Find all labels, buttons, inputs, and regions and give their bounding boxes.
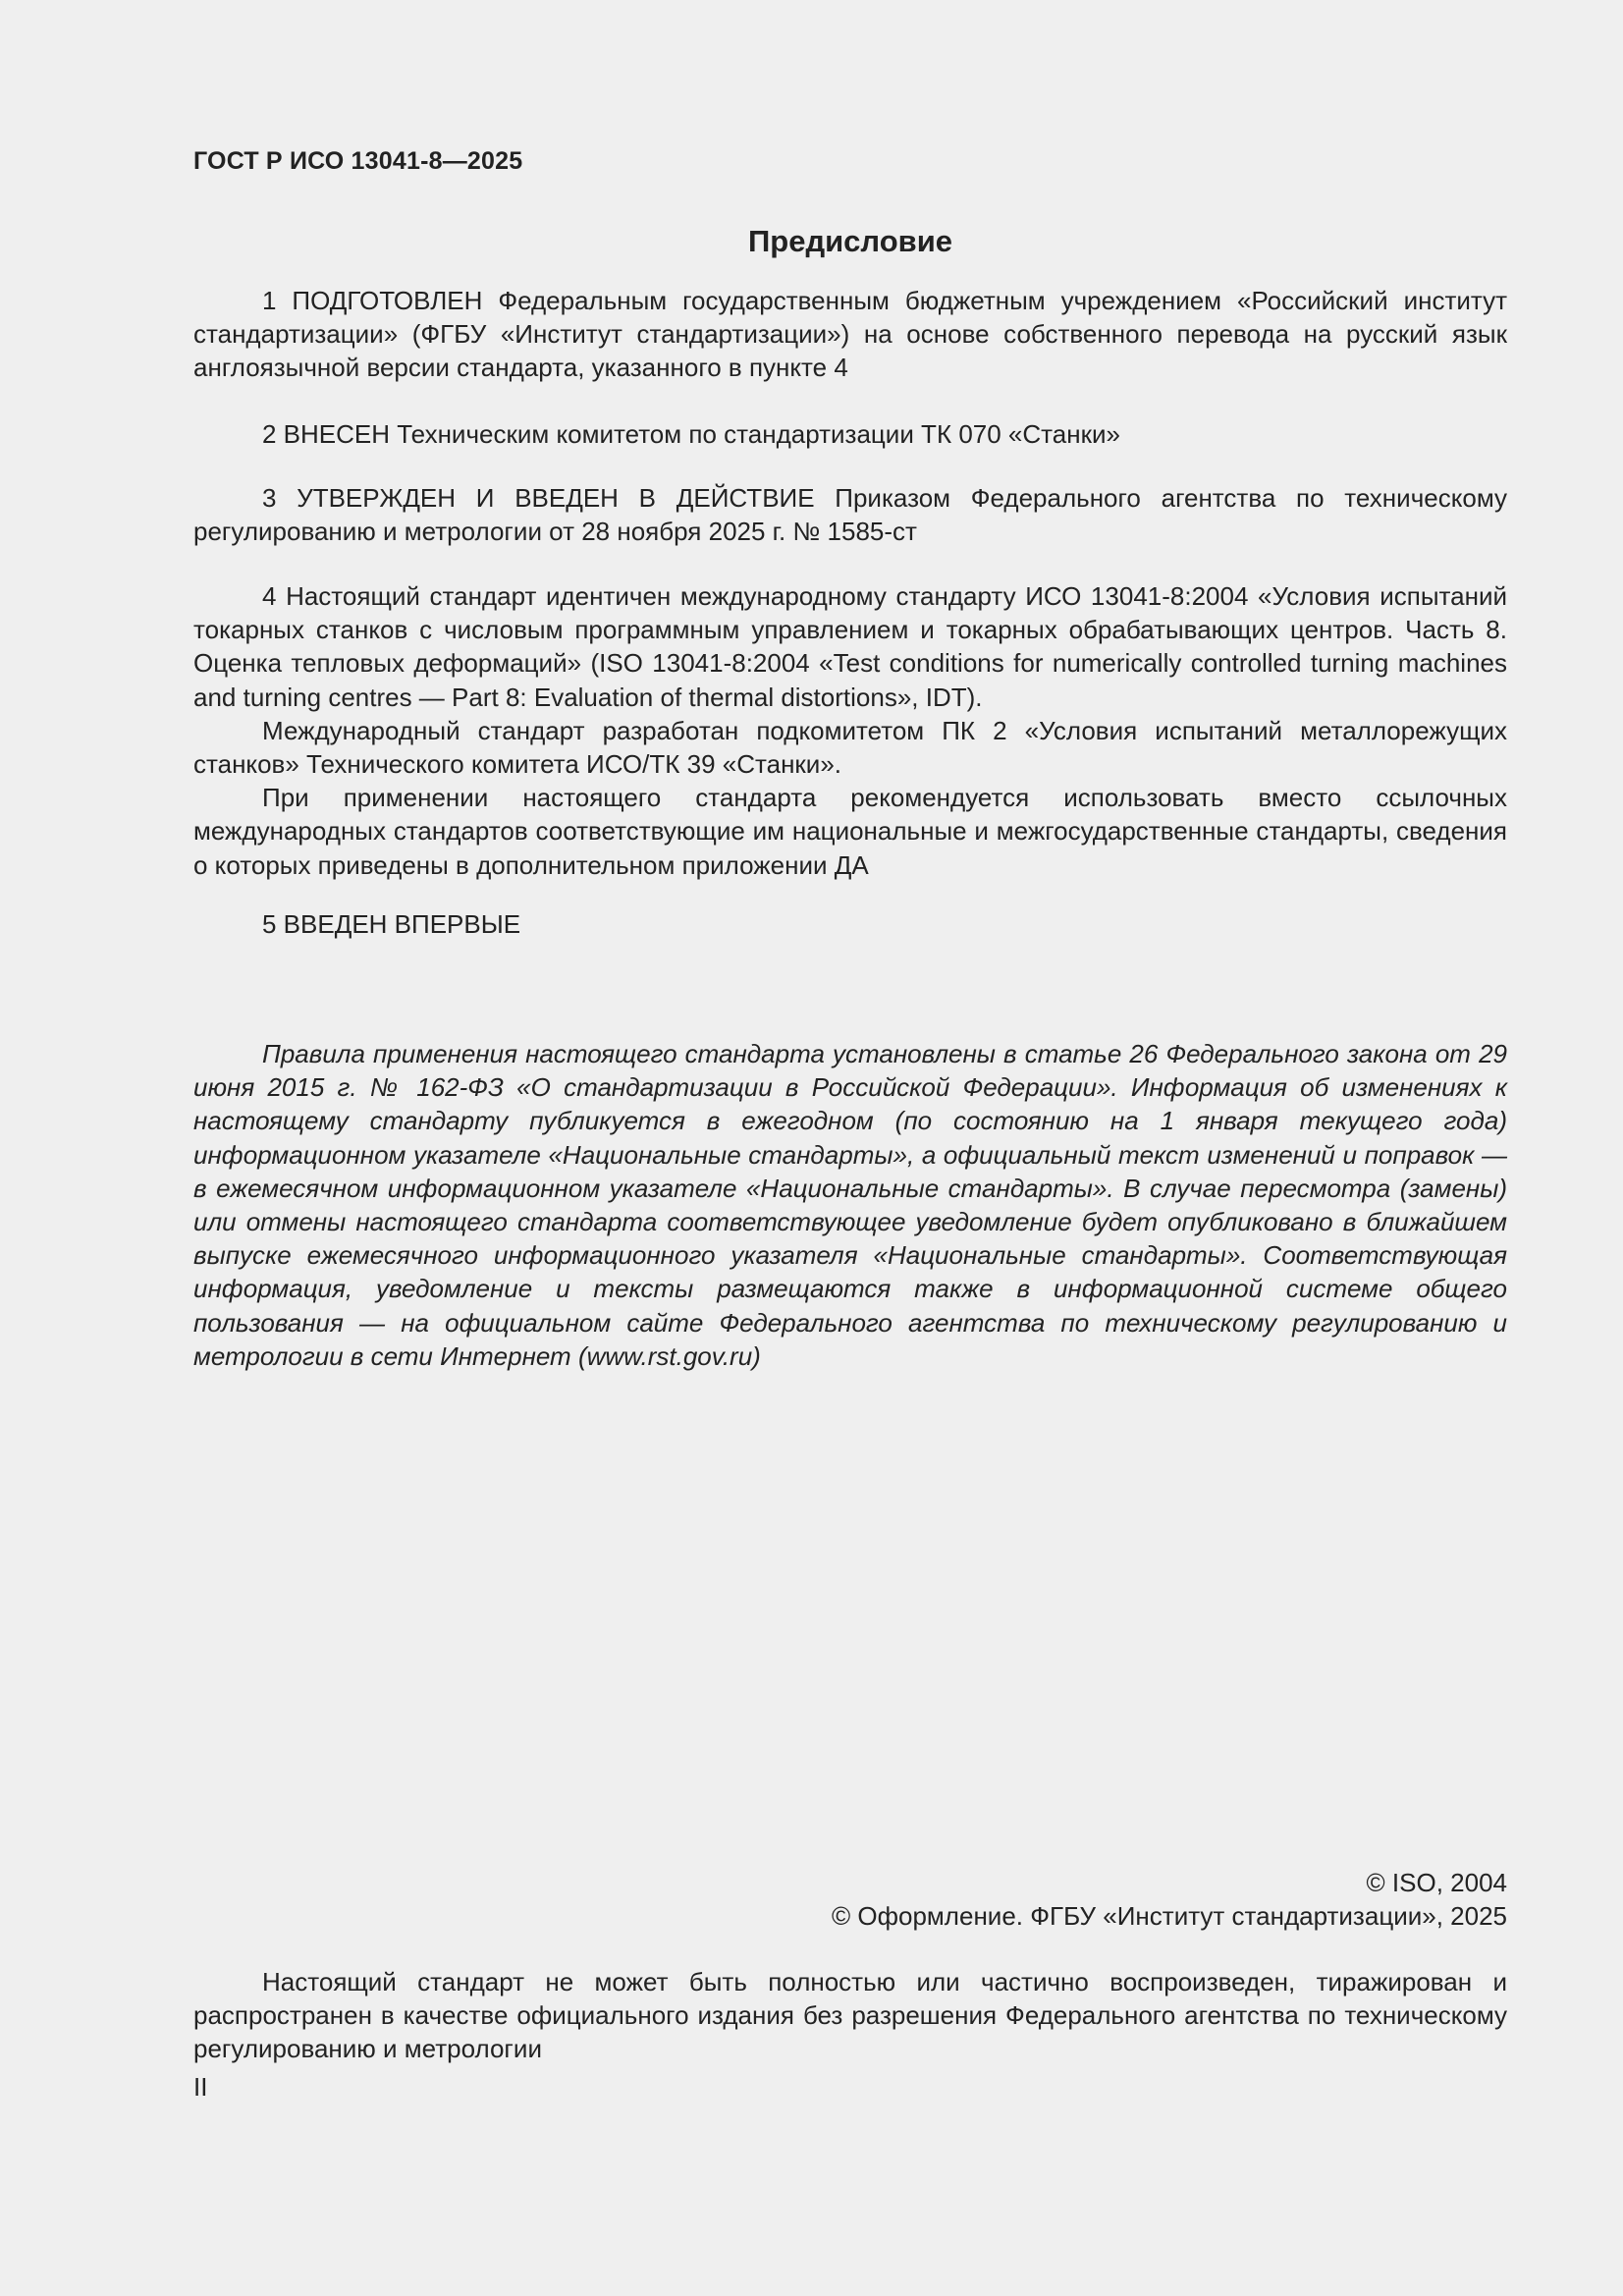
reproduction-notice-text: Настоящий стандарт не может быть полностью или частично воспроизведен, тиражирован и распространен в качестве официального издания без разрешения Федерального агентства по техническому регулированию и метрологии: [193, 1967, 1507, 2064]
page-number: II: [193, 2072, 208, 2102]
item-4-application-text: При применении настоящего стандарта рекомендуется использовать вместо ссылочных международных стандартов соответствующие им национальные и межгосударственные стандарты, сведения о которых приведены в дополнительном приложении ДА: [193, 783, 1507, 880]
iso-copyright: © ISO, 2004: [1366, 1868, 1507, 1897]
page-title: Предисловие: [747, 224, 952, 258]
reproduction-notice: [193, 1965, 1507, 2066]
document-code: ГОСТ Р ИСО 13041-8—2025: [193, 147, 523, 175]
item-5: [193, 907, 1507, 941]
rules-notice-text: Правила применения настоящего стандарта установлены в статье 26 Федерального закона от 29 июня 2015 г. № 162-ФЗ «О стандартизации в Российской Федерации». Информация об изменениях к настоящему стандарту публикуется в ежегодном (по состоянию на 1 января текущего года) информационном указателе «Национальные стандарты», а официальный текст изменений и поправок — в ежемесячном информационном указателе «Национальные стандарты». В случае пересмотра (замены) или отмены настоящего стандарта соответствующее уведомление будет опубликовано в ближайшем выпуске ежемесячного информационного указателя «Национальные стандарты». Соответствующая информация, уведомление и тексты размещаются также в информационной системе общего пользования — на официальном сайте Федерального агентства по техническому регулированию и метрологии в сети Интернет (www.rst.gov.ru): [193, 1039, 1507, 1371]
design-copyright: © Оформление. ФГБУ «Институт стандартизации», 2025: [832, 1901, 1507, 1932]
item-1-text: 1 ПОДГОТОВЛЕН Федеральным государственным бюджетным учреждением «Российский институт стандартизации» (ФГБУ «Институт стандартизации») на основе собственного перевода на русский язык англоязычной версии стандарта, указанного в пункте 4: [193, 286, 1507, 383]
copyright-block: [193, 1866, 1507, 1933]
item-4: [193, 579, 1507, 882]
document-page: [193, 0, 1507, 2296]
item-3: [193, 481, 1507, 548]
item-5-text: 5 ВВЕДЕН ВПЕРВЫЕ: [262, 909, 521, 939]
rules-notice: [193, 1037, 1507, 1373]
item-2: [193, 417, 1507, 451]
item-2-text: 2 ВНЕСЕН Техническим комитетом по стандартизации ТК 070 «Станки»: [262, 419, 1120, 449]
item-4-text: 4 Настоящий стандарт идентичен международному стандарту ИСО 13041-8:2004 «Условия испытаний токарных станков с числовым программным управлением и токарных обрабатывающих центров. Часть 8. Оценка тепловых деформаций» (ISO 13041-8:2004 «Test conditions for numerically controlled turning machines and turning centres — Part 8: Evaluation of thermal distortions», IDT).: [193, 581, 1507, 712]
item-4-subcommittee-text: Международный стандарт разработан подкомитетом ПК 2 «Условия испытаний металлорежущих станков» Технического комитета ИСО/ТК 39 «Станки».: [193, 715, 1507, 780]
item-1: [193, 284, 1507, 385]
item-3-text: 3 УТВЕРЖДЕН И ВВЕДЕН В ДЕЙСТВИЕ Приказом Федерального агентства по техническому регулированию и метрологии от 28 ноября 2025 г. № 1585-ст: [193, 483, 1507, 547]
